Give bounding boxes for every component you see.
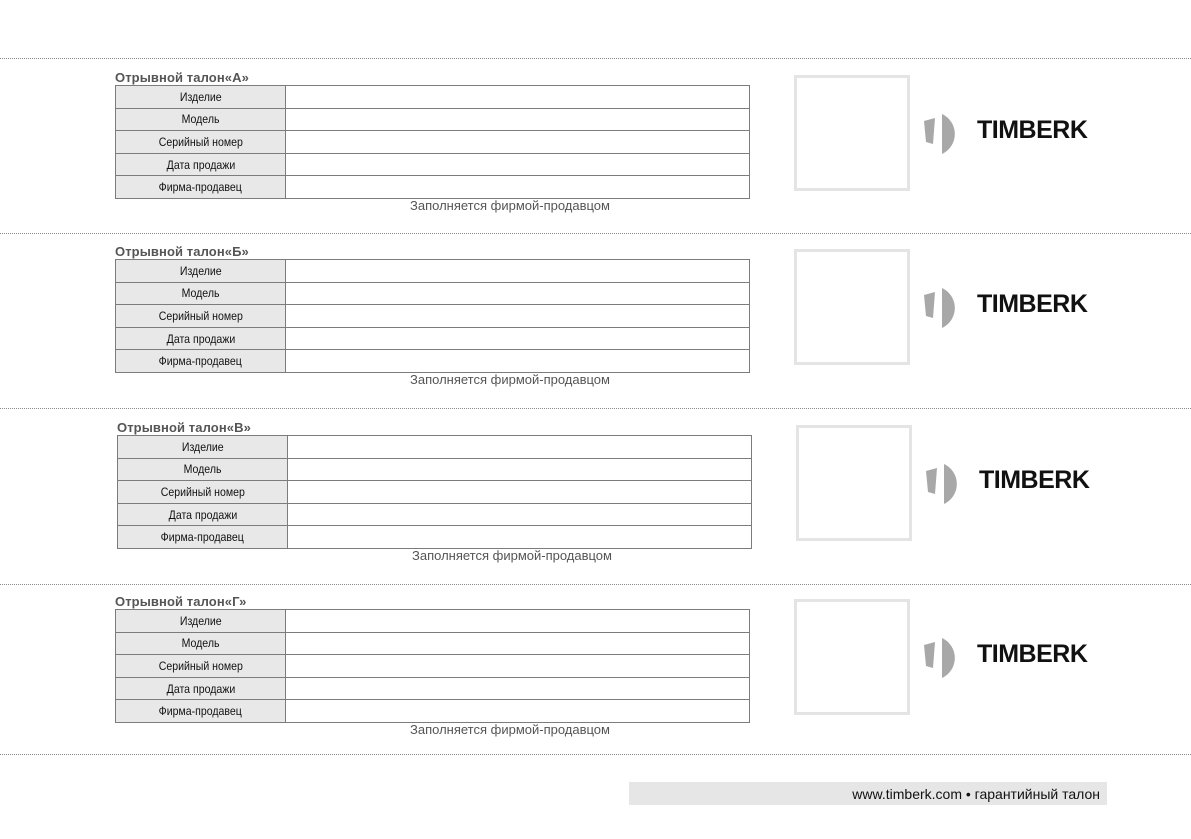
model-field[interactable] — [286, 282, 750, 305]
field-label: Фирма-продавец — [116, 350, 286, 373]
coupon-note: Заполняется фирмой-продавцом — [412, 548, 612, 563]
table-row — [116, 632, 750, 655]
field-label: Изделие — [116, 260, 286, 283]
field-label: Фирма-продавец — [116, 700, 286, 723]
model-field[interactable] — [286, 632, 750, 655]
timberk-logo — [921, 284, 1121, 328]
table-row — [118, 503, 752, 526]
timberk-logo — [921, 110, 1121, 154]
seller-field[interactable] — [288, 526, 752, 549]
model-field[interactable] — [286, 108, 750, 131]
coupon-form-table — [115, 85, 750, 199]
coupon-title: Отрывной талон«Г» — [115, 594, 247, 609]
table-row — [116, 305, 750, 328]
timberk-logo — [923, 460, 1123, 504]
field-label: Модель — [118, 458, 288, 481]
seller-field[interactable] — [286, 350, 750, 373]
seller-field[interactable] — [286, 176, 750, 199]
table-row — [116, 677, 750, 700]
table-row — [116, 327, 750, 350]
coupon-note: Заполняется фирмой-продавцом — [410, 198, 610, 213]
field-label: Модель — [116, 282, 286, 305]
coupon-a — [115, 70, 1115, 238]
table-row — [116, 655, 750, 678]
field-label: Изделие — [118, 436, 288, 459]
table-row — [118, 526, 752, 549]
product-field[interactable] — [286, 86, 750, 109]
table-row — [118, 436, 752, 459]
serial-number-field[interactable] — [286, 655, 750, 678]
model-field[interactable] — [288, 458, 752, 481]
stamp-box — [796, 425, 912, 541]
seller-field[interactable] — [286, 700, 750, 723]
table-row — [116, 282, 750, 305]
sale-date-field[interactable] — [288, 503, 752, 526]
stamp-box — [794, 75, 910, 191]
coupon-note: Заполняется фирмой-продавцом — [410, 372, 610, 387]
field-label: Модель — [116, 108, 286, 131]
coupon-form-table — [115, 609, 750, 723]
field-label: Серийный номер — [116, 305, 286, 328]
table-row — [116, 108, 750, 131]
field-label: Фирма-продавец — [116, 176, 286, 199]
footer-text: www.timberk.com • гарантийный талон — [852, 786, 1100, 802]
table-row — [116, 176, 750, 199]
table-row — [116, 260, 750, 283]
logo-text: TIMBERK — [977, 640, 1088, 668]
sale-date-field[interactable] — [286, 677, 750, 700]
table-row — [118, 458, 752, 481]
timberk-logo — [921, 634, 1121, 678]
coupon-g — [115, 594, 1115, 762]
serial-number-field[interactable] — [286, 305, 750, 328]
table-row — [116, 86, 750, 109]
table-row — [118, 481, 752, 504]
field-label: Дата продажи — [116, 677, 286, 700]
sale-date-field[interactable] — [286, 153, 750, 176]
field-label: Серийный номер — [116, 655, 286, 678]
coupon-b — [115, 244, 1115, 412]
product-field[interactable] — [288, 436, 752, 459]
logo-text: TIMBERK — [977, 290, 1088, 318]
table-row — [116, 610, 750, 633]
logo-mark-icon — [921, 110, 969, 154]
field-label: Дата продажи — [118, 503, 288, 526]
product-field[interactable] — [286, 260, 750, 283]
coupon-title: Отрывной талон«А» — [115, 70, 249, 85]
stamp-box — [794, 599, 910, 715]
field-label: Дата продажи — [116, 327, 286, 350]
field-label: Модель — [116, 632, 286, 655]
table-row — [116, 700, 750, 723]
logo-mark-icon — [923, 460, 971, 504]
logo-mark-icon — [921, 634, 969, 678]
stamp-box — [794, 249, 910, 365]
coupon-v — [117, 420, 1117, 588]
cut-line — [0, 58, 1191, 59]
field-label: Серийный номер — [116, 131, 286, 154]
serial-number-field[interactable] — [286, 131, 750, 154]
coupon-form-table — [115, 259, 750, 373]
coupon-form-table — [117, 435, 752, 549]
logo-mark-icon — [921, 284, 969, 328]
field-label: Изделие — [116, 86, 286, 109]
serial-number-field[interactable] — [288, 481, 752, 504]
table-row — [116, 350, 750, 373]
coupon-title: Отрывной талон«Б» — [115, 244, 249, 259]
logo-text: TIMBERK — [977, 116, 1088, 144]
field-label: Фирма-продавец — [118, 526, 288, 549]
footer-bar — [629, 782, 1107, 805]
field-label: Серийный номер — [118, 481, 288, 504]
product-field[interactable] — [286, 610, 750, 633]
field-label: Дата продажи — [116, 153, 286, 176]
coupon-note: Заполняется фирмой-продавцом — [410, 722, 610, 737]
table-row — [116, 131, 750, 154]
logo-text: TIMBERK — [979, 466, 1090, 494]
sale-date-field[interactable] — [286, 327, 750, 350]
field-label: Изделие — [116, 610, 286, 633]
coupon-title: Отрывной талон«В» — [117, 420, 251, 435]
table-row — [116, 153, 750, 176]
